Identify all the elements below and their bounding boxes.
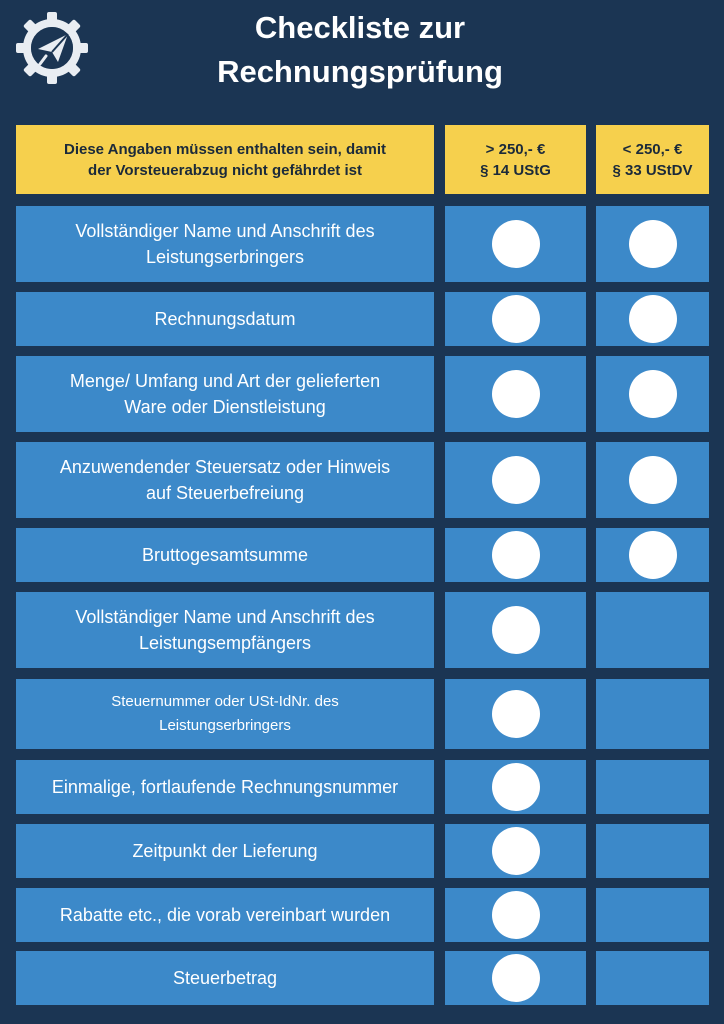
row-label-line-1: Bruttogesamtsumme xyxy=(141,545,309,565)
row-label xyxy=(16,951,434,1005)
row-label xyxy=(16,356,434,432)
checkbox-circle[interactable] xyxy=(492,827,540,875)
row-label-line-1: Vollständiger Name und Anschrift des xyxy=(75,221,375,241)
row-col2-cell xyxy=(596,951,709,1005)
row-col2-cell xyxy=(596,888,709,942)
row-label xyxy=(16,292,434,346)
checkbox-circle[interactable] xyxy=(492,531,540,579)
row-label-line-1: Rechnungsdatum xyxy=(154,309,296,329)
logo-gear-paper-plane-icon xyxy=(16,12,88,84)
row-col1-cell xyxy=(445,206,586,282)
checkbox-circle[interactable] xyxy=(492,295,540,343)
row-col1-cell xyxy=(445,292,586,346)
row-label-line-1: Anzuwendender Steuersatz oder Hinweis xyxy=(59,457,391,477)
header-col-ustdv-line-2: § 33 UStDV xyxy=(612,161,693,179)
row-col1-cell xyxy=(445,356,586,432)
header-col-ustg-line-1: > 250,- € xyxy=(485,140,546,158)
row-label xyxy=(16,528,434,582)
checkbox-circle[interactable] xyxy=(629,456,677,504)
checkbox-circle[interactable] xyxy=(492,370,540,418)
checkbox-circle[interactable] xyxy=(629,370,677,418)
header-description-line-1: Diese Angaben müssen enthalten sein, damit xyxy=(63,140,387,158)
row-label xyxy=(16,442,434,518)
row-col1-cell xyxy=(445,592,586,668)
title-line-2: Rechnungsprüfung xyxy=(217,54,503,89)
title-line-1: Checkliste zur xyxy=(254,10,466,45)
row-col2-cell xyxy=(596,824,709,878)
row-label-line-1: Steuerbetrag xyxy=(172,968,278,988)
row-col2-cell xyxy=(596,356,709,432)
row-col1-cell xyxy=(445,679,586,749)
row-label xyxy=(16,592,434,668)
row-label xyxy=(16,679,434,749)
row-label-line-1: Einmalige, fortlaufende Rechnungsnummer xyxy=(51,777,399,797)
header-col-ustg xyxy=(445,125,586,194)
row-col2-cell xyxy=(596,442,709,518)
checkbox-circle[interactable] xyxy=(629,220,677,268)
row-col1-cell xyxy=(445,760,586,814)
header-col-ustdv xyxy=(596,125,709,194)
row-label-line-1: Vollständiger Name und Anschrift des xyxy=(75,607,375,627)
row-label-line-1: Zeitpunkt der Lieferung xyxy=(132,841,318,861)
checkbox-circle[interactable] xyxy=(629,531,677,579)
row-label-line-1: Rabatte etc., die vorab vereinbart wurden xyxy=(59,905,391,925)
row-col1-cell xyxy=(445,824,586,878)
checkbox-circle[interactable] xyxy=(492,891,540,939)
checkbox-circle[interactable] xyxy=(492,954,540,1002)
checkbox-circle[interactable] xyxy=(492,220,540,268)
row-col1-cell xyxy=(445,951,586,1005)
checkbox-circle[interactable] xyxy=(492,763,540,811)
checkbox-circle[interactable] xyxy=(492,606,540,654)
header-col-ustdv-line-1: < 250,- € xyxy=(622,140,683,158)
header-description xyxy=(16,125,434,194)
row-label xyxy=(16,760,434,814)
row-col2-cell xyxy=(596,206,709,282)
header-col-ustg-line-2: § 14 UStG xyxy=(480,161,551,179)
row-label xyxy=(16,824,434,878)
row-col2-cell xyxy=(596,592,709,668)
checkbox-circle[interactable] xyxy=(492,456,540,504)
row-col1-cell xyxy=(445,528,586,582)
page-title xyxy=(150,6,570,94)
row-label-line-2: Leistungserbringers xyxy=(145,247,305,267)
checkbox-circle[interactable] xyxy=(629,295,677,343)
row-col2-cell xyxy=(596,760,709,814)
row-label-line-2: auf Steuerbefreiung xyxy=(145,483,305,503)
row-label-line-2: Ware oder Dienstleistung xyxy=(124,397,326,417)
row-label-line-2: Leistungsempfängers xyxy=(138,633,312,653)
row-label xyxy=(16,888,434,942)
header-description-line-2: der Vorsteuerabzug nicht gefährdet ist xyxy=(88,161,362,179)
row-label xyxy=(16,206,434,282)
row-col2-cell xyxy=(596,528,709,582)
checkbox-circle[interactable] xyxy=(492,690,540,738)
row-label-line-1: Steuernummer oder USt-IdNr. des xyxy=(111,693,339,710)
row-col1-cell xyxy=(445,442,586,518)
row-col1-cell xyxy=(445,888,586,942)
row-col2-cell xyxy=(596,679,709,749)
row-col2-cell xyxy=(596,292,709,346)
row-label-line-2: Leistungserbringers xyxy=(159,717,291,734)
row-label-line-1: Menge/ Umfang und Art der gelieferten xyxy=(69,371,381,391)
